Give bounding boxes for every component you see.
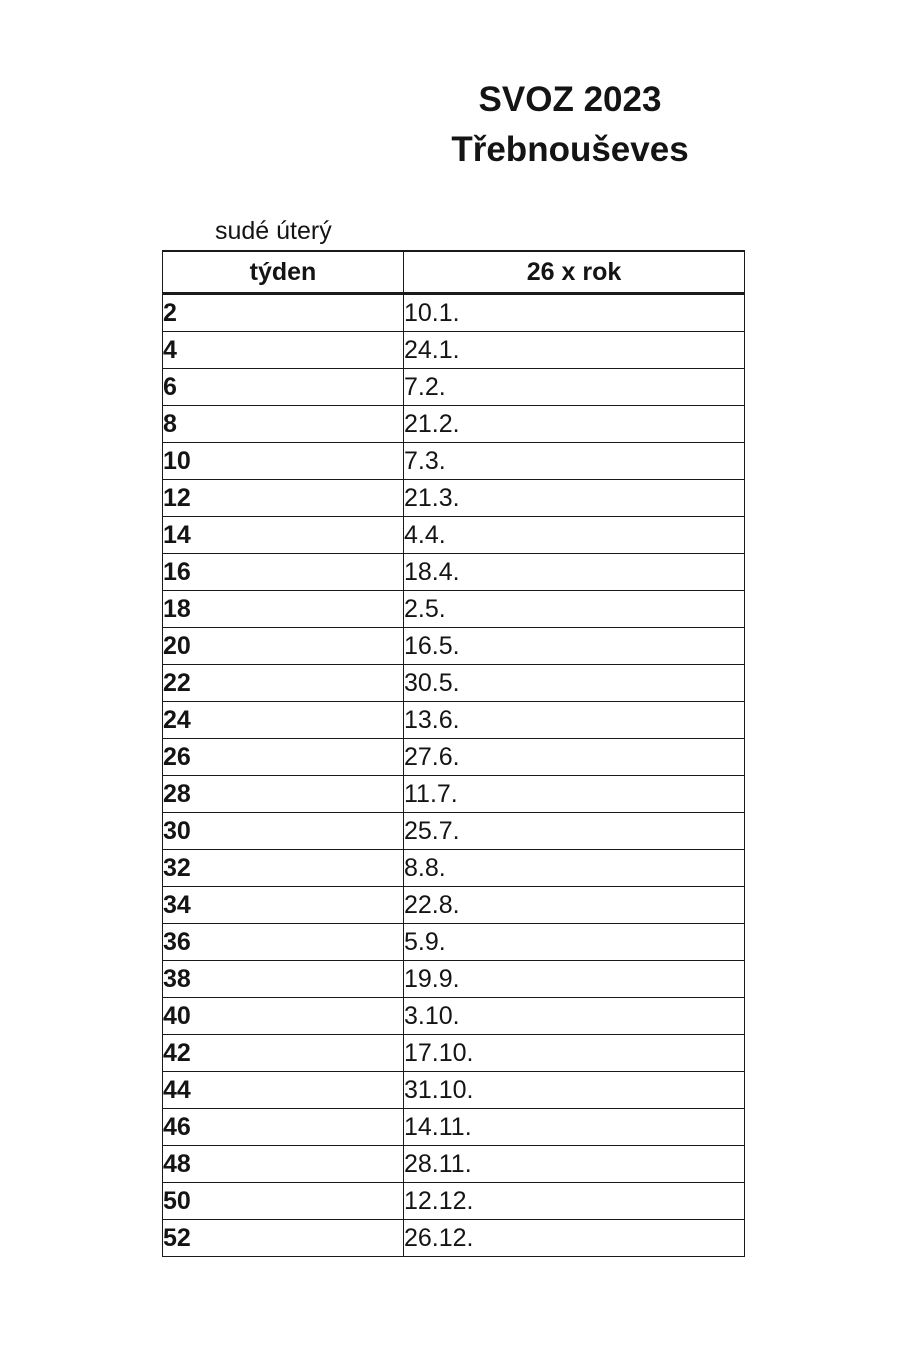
table-row <box>163 332 745 369</box>
table-row <box>163 702 745 739</box>
schedule-note: sudé úterý <box>215 217 332 245</box>
week-number-cell: 24 <box>163 702 404 739</box>
table-row <box>163 1072 745 1109</box>
week-number-cell: 40 <box>163 998 404 1035</box>
collection-date-cell: 17.10. <box>404 1035 745 1072</box>
collection-date-cell: 14.11. <box>404 1109 745 1146</box>
page-title: SVOZ 2023 <box>478 80 662 119</box>
collection-date-cell: 19.9. <box>404 961 745 998</box>
collection-date-cell: 11.7. <box>404 776 745 813</box>
table-row <box>163 294 745 332</box>
table-row <box>163 443 745 480</box>
week-number-cell: 28 <box>163 776 404 813</box>
table-row <box>163 887 745 924</box>
table-row <box>163 628 745 665</box>
week-number-cell: 12 <box>163 480 404 517</box>
table-row <box>163 1035 745 1072</box>
collection-date-cell: 3.10. <box>404 998 745 1035</box>
week-number-cell: 2 <box>163 294 404 332</box>
table-row <box>163 406 745 443</box>
week-number-cell: 18 <box>163 591 404 628</box>
table-row <box>163 739 745 776</box>
week-number-cell: 30 <box>163 813 404 850</box>
collection-date-cell: 27.6. <box>404 739 745 776</box>
table-row <box>163 1220 745 1257</box>
collection-date-cell: 24.1. <box>404 332 745 369</box>
week-number-cell: 16 <box>163 554 404 591</box>
collection-date-cell: 30.5. <box>404 665 745 702</box>
table-row <box>163 776 745 813</box>
week-number-cell: 6 <box>163 369 404 406</box>
week-number-cell: 26 <box>163 739 404 776</box>
week-number-cell: 4 <box>163 332 404 369</box>
week-number-cell: 14 <box>163 517 404 554</box>
collection-date-cell: 12.12. <box>404 1183 745 1220</box>
collection-date-cell: 22.8. <box>404 887 745 924</box>
collection-date-cell: 18.4. <box>404 554 745 591</box>
week-number-cell: 32 <box>163 850 404 887</box>
page-subtitle-location: Třebnouševes <box>451 130 689 169</box>
collection-date-cell: 21.2. <box>404 406 745 443</box>
column-header-week: týden <box>163 251 404 294</box>
schedule-table <box>162 250 745 1257</box>
week-number-cell: 50 <box>163 1183 404 1220</box>
collection-date-cell: 31.10. <box>404 1072 745 1109</box>
table-row <box>163 961 745 998</box>
week-number-cell: 52 <box>163 1220 404 1257</box>
column-header-date: 26 x rok <box>404 251 745 294</box>
collection-date-cell: 7.2. <box>404 369 745 406</box>
collection-date-cell: 26.12. <box>404 1220 745 1257</box>
collection-date-cell: 21.3. <box>404 480 745 517</box>
table-row <box>163 591 745 628</box>
collection-date-cell: 8.8. <box>404 850 745 887</box>
week-number-cell: 38 <box>163 961 404 998</box>
collection-date-cell: 25.7. <box>404 813 745 850</box>
week-number-cell: 36 <box>163 924 404 961</box>
collection-date-cell: 10.1. <box>404 294 745 332</box>
table-row <box>163 665 745 702</box>
table-row <box>163 1146 745 1183</box>
week-number-cell: 20 <box>163 628 404 665</box>
table-row <box>163 850 745 887</box>
table-row <box>163 1183 745 1220</box>
collection-date-cell: 13.6. <box>404 702 745 739</box>
collection-date-cell: 7.3. <box>404 443 745 480</box>
table-body <box>163 294 745 1257</box>
week-number-cell: 10 <box>163 443 404 480</box>
week-number-cell: 34 <box>163 887 404 924</box>
week-number-cell: 44 <box>163 1072 404 1109</box>
table-row <box>163 924 745 961</box>
table-row <box>163 554 745 591</box>
collection-date-cell: 2.5. <box>404 591 745 628</box>
table-row <box>163 480 745 517</box>
week-number-cell: 42 <box>163 1035 404 1072</box>
collection-date-cell: 5.9. <box>404 924 745 961</box>
collection-date-cell: 4.4. <box>404 517 745 554</box>
week-number-cell: 48 <box>163 1146 404 1183</box>
week-number-cell: 8 <box>163 406 404 443</box>
table-row <box>163 998 745 1035</box>
table-row <box>163 813 745 850</box>
table-header-row <box>163 251 745 294</box>
week-number-cell: 22 <box>163 665 404 702</box>
collection-date-cell: 16.5. <box>404 628 745 665</box>
table-row <box>163 1109 745 1146</box>
table-row <box>163 517 745 554</box>
collection-date-cell: 28.11. <box>404 1146 745 1183</box>
week-number-cell: 46 <box>163 1109 404 1146</box>
table-row <box>163 369 745 406</box>
